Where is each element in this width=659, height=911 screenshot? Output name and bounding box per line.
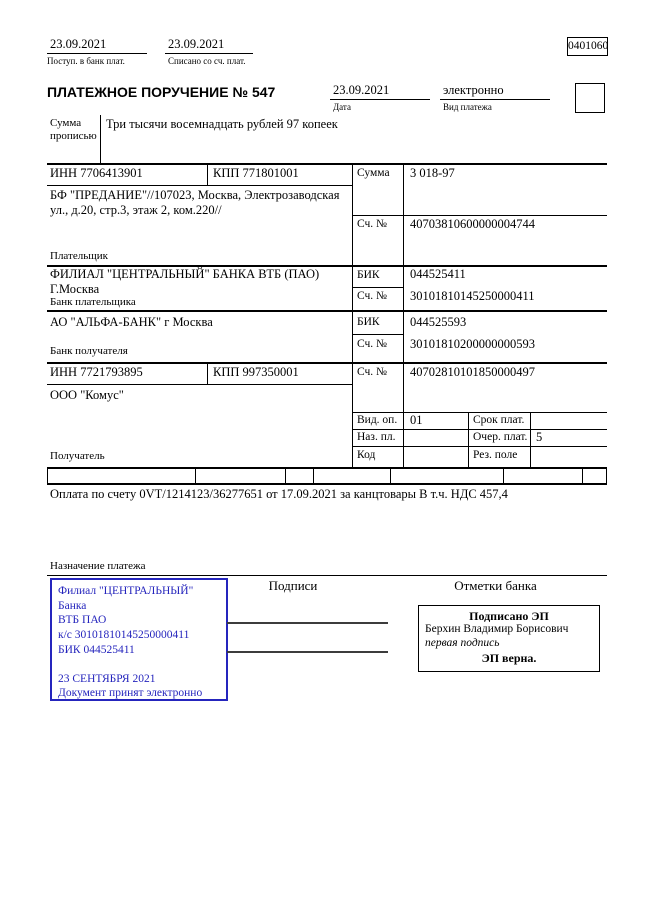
payer-bank-label: Банк плательщика <box>50 296 136 308</box>
payee-bank-bik: 044525593 <box>410 315 467 329</box>
payment-type-underline <box>440 99 550 100</box>
payer-inn: ИНН 7706413901 <box>50 166 143 180</box>
doc-date-underline <box>330 99 430 100</box>
payee-bank-label: Банк получателя <box>50 345 128 357</box>
payee-bank-account: 30101810200000000593 <box>410 337 535 351</box>
payee-kpp: КПП 997350001 <box>213 365 299 379</box>
table-border-top <box>47 163 607 165</box>
purpose-text: Оплата по счету 0VT/1214123/36277651 от 17.09.2021 за канцтовары В т.ч. НДС 457,4 <box>50 487 508 501</box>
order-label: Очер. плат. <box>473 431 528 443</box>
table-border-bottom <box>47 467 607 469</box>
bank-acceptance-stamp <box>50 578 228 701</box>
fields-row-border-bottom <box>47 483 607 485</box>
purpose-code-label: Наз. пл. <box>357 431 396 443</box>
esign-signature-kind: первая подпись <box>425 637 500 650</box>
amount-words-divider <box>100 115 101 163</box>
debited-date-value: 23.09.2021 <box>168 37 225 51</box>
fields-row-divider <box>503 467 504 483</box>
payee-account-label: Сч. № <box>357 366 388 378</box>
payee-account: 40702810101850000497 <box>410 365 535 379</box>
payee-account-border <box>352 412 607 413</box>
code-label: Код <box>357 449 376 461</box>
payment-type-value: электронно <box>443 83 504 97</box>
op-type-value: 01 <box>410 413 423 427</box>
fields-row-divider <box>195 467 196 483</box>
esign-signed-label: Подписано ЭП <box>469 609 549 623</box>
sum-label: Сумма <box>357 167 390 179</box>
payer-bank-name: ФИЛИАЛ "ЦЕНТРАЛЬНЫЙ" БАНКА ВТБ (ПАО) Г.Москва <box>50 267 320 296</box>
purpose-section-border <box>47 575 607 576</box>
stamp-bank-name-line1: Филиал "ЦЕНТРАЛЬНЫЙ" Банка <box>58 585 194 612</box>
payer-bank-account: 30101810145250000411 <box>410 289 535 303</box>
label-column-divider <box>403 163 404 467</box>
payer-bank-section-border <box>47 310 607 312</box>
signature-line-1 <box>227 622 388 624</box>
op-row1-border <box>352 429 607 430</box>
payer-inn-kpp-divider <box>207 163 208 185</box>
payer-label: Плательщик <box>50 250 108 262</box>
op-type-label: Вид. оп. <box>357 414 398 426</box>
payee-bank-account-label: Сч. № <box>357 338 388 350</box>
debited-date-underline <box>165 53 253 54</box>
doc-date-value: 23.09.2021 <box>333 83 390 97</box>
bank-marks-title: Отметки банка <box>454 578 537 593</box>
doc-date-label: Дата <box>333 102 351 112</box>
sum-value: 3 018-97 <box>410 166 455 180</box>
payee-bank-bik-label: БИК <box>357 316 380 328</box>
esign-stamp <box>418 605 600 672</box>
fields-row-edge-right <box>606 467 607 483</box>
payee-bank-name: АО "АЛЬФА-БАНК" г Москва <box>50 315 213 329</box>
fields-row-edge-left <box>47 467 48 483</box>
received-date-value: 23.09.2021 <box>50 37 107 51</box>
order-value: 5 <box>536 430 543 444</box>
payer-inn-row-border <box>47 185 352 186</box>
fields-row-divider <box>313 467 314 483</box>
debited-date-label: Списано со сч. плат. <box>168 56 246 66</box>
purpose-label: Назначение платежа <box>50 560 146 572</box>
stamp-date: 23 СЕНТЯБРЯ 2021 <box>58 672 156 685</box>
stamp-footer: Документ принят электронно <box>58 687 203 700</box>
amount-words-label: Сумма прописью <box>50 117 97 143</box>
sum-column-divider <box>352 163 353 467</box>
received-date-label: Поступ. в банк плат. <box>47 56 125 66</box>
received-date-underline <box>47 53 147 54</box>
payer-bank-bik-border <box>352 287 403 288</box>
payee-bank-bik-border <box>352 334 403 335</box>
payee-name: ООО "Комус" <box>50 388 124 402</box>
payee-inn-row-border <box>47 384 352 385</box>
payment-type-checkbox <box>575 83 605 113</box>
payee-inn: ИНН 7721793895 <box>50 365 143 379</box>
payer-bank-bik: 044525411 <box>410 267 466 281</box>
esign-valid-label: ЭП верна. <box>481 650 537 665</box>
payer-name: БФ "ПРЕДАНИЕ"//107023, Москва, Электрозаводская ул., д.20, стр.3, этаж 2, ком.220// <box>50 188 340 217</box>
term-label: Срок плат. <box>473 414 525 426</box>
stamp-bank-name-line2: ВТБ ПАО <box>58 614 107 627</box>
signatures-title: Подписи <box>268 578 318 593</box>
payer-kpp: КПП 771801001 <box>213 166 299 180</box>
fields-row-divider <box>582 467 583 483</box>
signature-line-2 <box>227 651 388 653</box>
amount-words-value: Три тысячи восемнадцать рублей 97 копеек <box>106 117 338 131</box>
payment-type-label: Вид платежа <box>443 102 492 112</box>
esign-signer-name: Берхин Владимир Борисович <box>425 623 569 636</box>
payer-account-label: Сч. № <box>357 218 388 230</box>
payee-bank-section-border <box>47 362 607 364</box>
stamp-bik: БИК 044525411 <box>58 643 135 656</box>
payer-bank-bik-label: БИК <box>357 269 380 281</box>
sum-row-border <box>352 215 607 216</box>
form-code-box: 0401060 <box>567 37 608 56</box>
op-row2-border <box>352 446 607 447</box>
fields-row-divider <box>285 467 286 483</box>
payer-bank-account-label: Сч. № <box>357 290 388 302</box>
payee-label: Получатель <box>50 450 105 462</box>
op-label2-divider <box>530 412 531 467</box>
reserve-label: Рез. поле <box>473 449 518 461</box>
op-value-divider <box>468 412 469 467</box>
fields-row-divider <box>390 467 391 483</box>
stamp-corr-account: к/с 30101810145250000411 <box>58 629 190 642</box>
payee-inn-kpp-divider <box>207 362 208 384</box>
payer-account: 40703810600000004744 <box>410 217 535 231</box>
document-title: ПЛАТЕЖНОЕ ПОРУЧЕНИЕ № 547 <box>47 84 276 100</box>
